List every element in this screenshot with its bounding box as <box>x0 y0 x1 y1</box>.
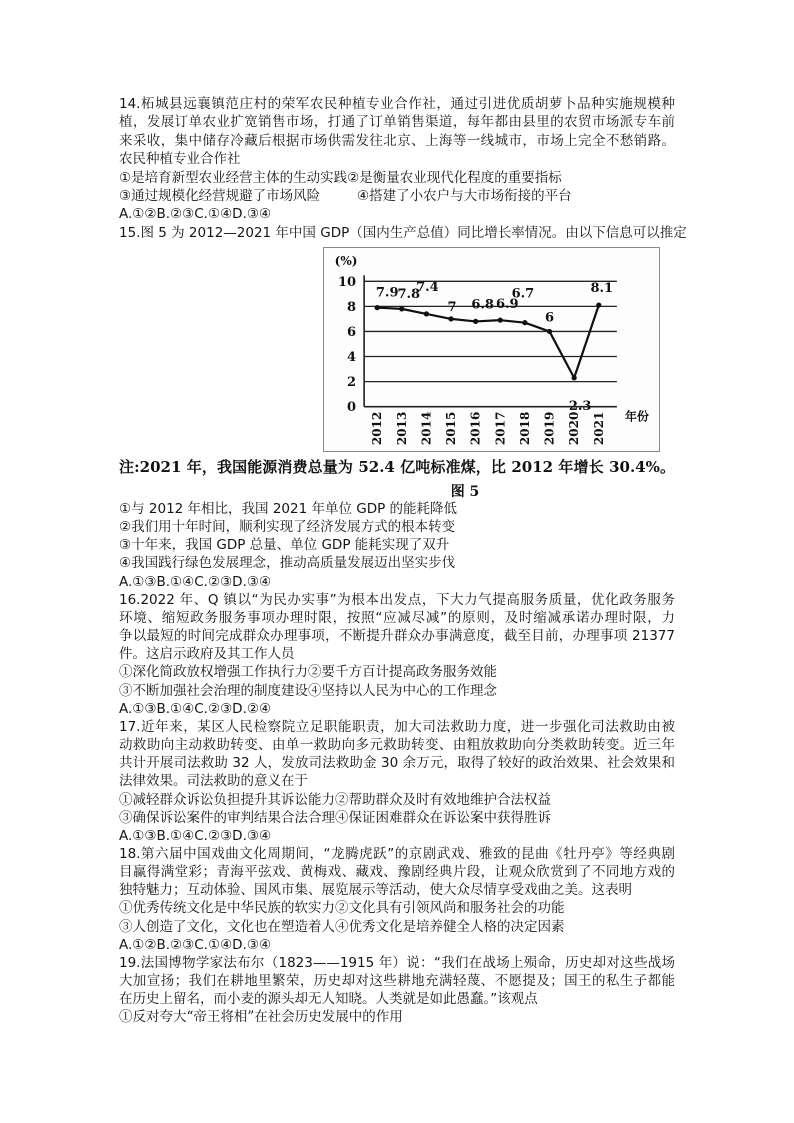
q18-option-1: ①优秀传统文化是中华民族的软实力 <box>119 900 335 917</box>
gdp-growth-chart <box>323 247 660 452</box>
x-tick-label: 2014 <box>419 411 434 446</box>
q16-option-row <box>119 663 675 681</box>
series-line <box>377 305 599 378</box>
data-label: 7.4 <box>416 279 439 295</box>
q16-stem-line: 件。这启示政府及其工作人员 <box>119 646 295 663</box>
x-tick-label: 2013 <box>394 411 409 446</box>
q18-stem-line: 目赢得满堂彩；青海平弦戏、黄梅戏、藏戏、豫剧经典片段，让观众欣赏到了不同地方戏的 <box>119 864 675 881</box>
y-tick-label: 4 <box>347 350 357 366</box>
data-label: 7 <box>447 299 457 315</box>
data-label: 8.1 <box>590 281 614 297</box>
data-point <box>572 375 577 380</box>
q16-stem-line: 争以最短的时间完成群众办理事项，不断提升群众办事满意度，截至目前，办理事项 21377 <box>119 628 675 645</box>
chart-canvas <box>324 248 659 451</box>
x-axis-title: 年份 <box>624 409 649 424</box>
q18-option-4: ④优秀文化是培养健全人格的决定因素 <box>335 918 565 935</box>
q18-option-2: ②文化具有引领风尚和服务社会的功能 <box>335 900 565 917</box>
data-label: 6.7 <box>511 286 535 302</box>
figure-caption: 图 5 <box>450 484 480 500</box>
q16-option-1: ①深化简政放权增强工作执行力 <box>119 664 308 681</box>
q15-answer-choices: A.①③B.①④C.②③D.③④ <box>119 573 272 590</box>
y-tick-label: 2 <box>347 375 357 391</box>
q18-option-row <box>119 918 675 936</box>
data-label: 6.8 <box>471 297 495 313</box>
q14-option-2: ②是衡量农业现代化程度的重要指标 <box>347 169 562 186</box>
q15-option-2: ②我们用十年时间，顺利实现了经济发展方式的根本转变 <box>119 519 456 536</box>
q19-stem-line: 19.法国博物学家法布尔（1823——1915 年）说：“我们在战场上殒命，历史却对这些战场 <box>119 954 675 971</box>
q17-stem-line: 17.近年来，某区人民检察院立足职能职责，加大司法救助力度，进一步强化司法救助由被 <box>119 718 675 735</box>
q17-option-3: ③确保诉讼案件的审判结果合法合理 <box>119 809 335 826</box>
q18-option-3: ③人创造了文化，文化也在塑造着人 <box>119 918 335 935</box>
q18-option-row <box>119 899 675 917</box>
data-label: 7.9 <box>375 285 399 301</box>
q19-option-1: ①反对夸大“帝王将相”在社会历史发展中的作用 <box>119 1009 403 1026</box>
data-label: 7.8 <box>397 286 421 302</box>
data-label: 2.3 <box>568 398 592 414</box>
q14-option-row <box>119 169 675 187</box>
data-point <box>522 320 527 325</box>
data-point <box>448 316 453 321</box>
data-label: 6 <box>544 310 555 326</box>
q16-option-3: ③不断加强社会治理的制度建设 <box>119 682 308 699</box>
q17-option-2: ②帮助群众及时有效地维护合法权益 <box>335 791 551 808</box>
question-block-lower <box>119 500 675 1027</box>
x-tick-label: 2015 <box>444 411 459 446</box>
q17-option-row <box>119 791 675 809</box>
q18-answer-choices: A.①②B.②③C.①④D.③④ <box>119 936 272 953</box>
q17-stem-line: 法律效果。司法救助的意义在于 <box>119 773 308 790</box>
q17-answer-choices: A.①③B.①④C.②③D.③④ <box>119 827 272 844</box>
data-point <box>596 303 601 308</box>
q16-option-2: ②要千方百计提高政务服务效能 <box>308 664 497 681</box>
x-tick-label: 2021 <box>591 411 606 446</box>
data-point <box>375 305 380 310</box>
q15-option-3: ③十年来，我国 GDP 总量、单位 GDP 能耗实现了双升 <box>119 537 450 554</box>
q16-option-row <box>119 682 675 700</box>
q14-answer-choices: A.①②B.②③C.①④D.③④ <box>119 206 272 223</box>
q16-answer-choices: A.①③B.①④C.②③D.②④ <box>119 700 272 717</box>
q16-option-4: ④坚持以人民为中心的工作理念 <box>308 682 497 699</box>
q15-option-1: ①与 2012 年相比，我国 2021 年单位 GDP 的能耗降低 <box>119 501 458 517</box>
q17-option-row <box>119 809 675 827</box>
x-tick-label: 2017 <box>493 411 508 446</box>
x-tick-label: 2018 <box>517 411 532 446</box>
q14-stem-line: 14.柘城县远襄镇范庄村的荣军农民种植专业合作社，通过引进优质胡萝卜品种实施规模种 <box>119 96 675 112</box>
data-point <box>547 329 552 334</box>
data-point <box>498 318 503 323</box>
q17-option-4: ④保证困难群众在诉讼案中获得胜诉 <box>335 809 551 826</box>
q14-option-4: ④搭建了小农户与大市场衔接的平台 <box>357 188 572 205</box>
q15-option-4: ④我国践行绿色发展理念，推动高质量发展迈出坚实步伐 <box>119 555 456 572</box>
q14-stem-line: 来采收，集中储存冷藏后根据市场供需发往北京、上海等一线城市，市场上完全不愁销路。 <box>119 132 675 149</box>
question-block-upper <box>119 95 687 242</box>
q17-stem-line: 共计开展司法救助 32 人，发放司法救助金 30 余万元，取得了较好的政治效果、社会效果和 <box>119 755 675 772</box>
q18-stem-line: 独特魅力；互动体验、国风市集、展览展示等活动，使大众尽情享受戏曲之美。这表明 <box>119 882 632 899</box>
q18-stem-line: 18.第六届中国戏曲文化周期间，“龙腾虎跃”的京剧武戏、雅致的昆曲《牡丹亭》等经典剧 <box>119 845 675 862</box>
data-point <box>399 306 404 311</box>
y-tick-label: 10 <box>337 274 357 290</box>
x-tick-label: 2019 <box>542 411 557 446</box>
q15-stem-line: 15.图 5 为 2012—2021 年中国 GDP（国内生产总值）同比增长率情况。由以下信息可以推定 <box>119 224 687 241</box>
y-tick-label: 8 <box>347 299 357 315</box>
q19-stem-line: 大加宣扬；我们在耕地里繁荣，历史却对这些耕地充满轻蔑、不愿提及；国王的私生子都能 <box>119 973 675 990</box>
y-axis-title: (%) <box>334 254 358 269</box>
q16-stem-line: 环境、缩短政务服务事项办理时限，按照“应减尽减”的原则，及时缩减承诺办理时限，力 <box>119 609 675 626</box>
q17-option-1: ①减轻群众诉讼负担提升其诉讼能力 <box>119 791 335 808</box>
q14-stem-line: 植，发展订单农业扩宽销售市场，打通了订单销售渠道，每年都由县里的农贸市场派专车前 <box>119 114 675 131</box>
q19-stem-line: 在历史上留名，而小麦的源头却无人知晓。人类就是如此愚蠢。”该观点 <box>119 991 538 1008</box>
q14-option-1: ①是培育新型农业经营主体的生动实践 <box>119 169 348 186</box>
q16-stem-line: 16.2022 年、Q 镇以“为民办实事”为根本出发点，下大力气提高服务质量，优化政务服务 <box>119 591 675 608</box>
q14-option-3: ③通过规模化经营规避了市场风险 <box>119 188 321 205</box>
data-point <box>424 311 429 316</box>
y-tick-label: 0 <box>347 400 357 416</box>
x-tick-label: 2012 <box>370 411 385 446</box>
q14-option-row <box>119 187 675 205</box>
y-tick-label: 6 <box>347 324 357 340</box>
q14-stem-line: 农民种植专业合作社 <box>119 151 241 168</box>
x-tick-label: 2020 <box>567 411 582 446</box>
data-point <box>473 319 478 324</box>
x-tick-label: 2016 <box>468 411 483 446</box>
chart-note: 注:2021 年，我国能源消费总量为 52.4 亿吨标准煤，比 2012 年增长 30.4%。 <box>119 458 675 476</box>
q17-stem-line: 动救助向主动救助转变、由单一救助向多元救助转变、由粗放救助向分类救助转变。近三年 <box>119 737 675 754</box>
data-label: 6.9 <box>495 297 519 313</box>
